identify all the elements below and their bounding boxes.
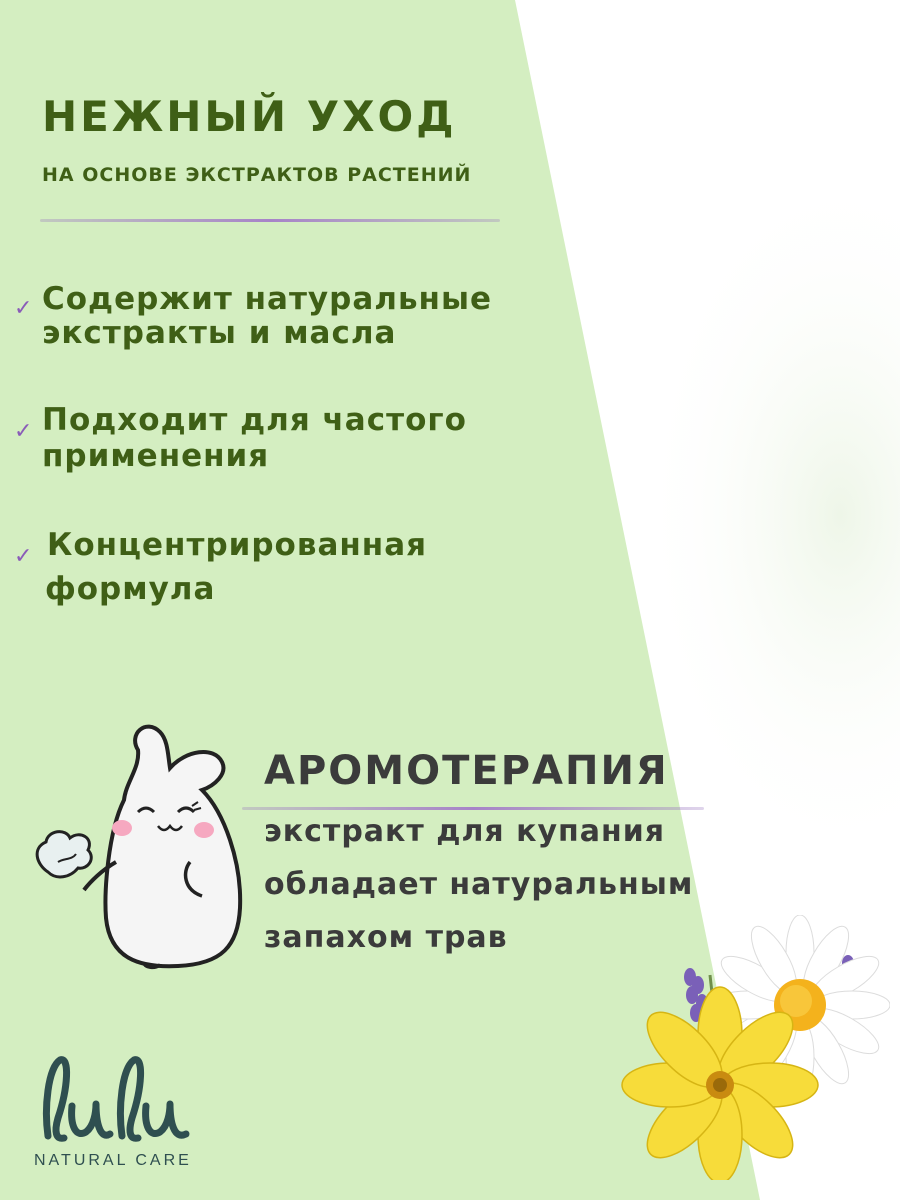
page-title: НЕЖНЫЙ УХОД (42, 92, 457, 141)
feature-line: Подходит для частого (42, 402, 467, 438)
flowers-illustration (620, 915, 890, 1180)
feature-item-frequent (14, 401, 534, 481)
aroma-divider (242, 807, 704, 810)
feature-item-concentrated (14, 526, 534, 616)
page-subtitle: НА ОСНОВЕ ЭКСТРАКТОВ РАСТЕНИЙ (42, 164, 472, 186)
feature-line: экстракты и масла (42, 315, 397, 351)
check-icon: ✓ (14, 544, 33, 569)
lulu-logo (34, 1048, 204, 1148)
aroma-text-line: экстракт для купания (264, 814, 666, 849)
feature-line: формула (45, 571, 216, 607)
heading-divider (40, 219, 500, 222)
bunny-mascot-illustration (18, 712, 258, 982)
check-icon: ✓ (14, 296, 33, 321)
feature-item-natural (14, 280, 534, 360)
aroma-title: АРОМОТЕРАПИЯ (264, 748, 669, 794)
feature-line: Содержит натуральные (42, 281, 493, 317)
feature-line: применения (42, 438, 270, 474)
check-icon: ✓ (14, 419, 33, 444)
brand-tagline: NATURAL CARE (34, 1152, 192, 1169)
aroma-text-line: запахом трав (264, 920, 508, 955)
aroma-text-line: обладает натуральным (264, 867, 694, 902)
feature-line: Концентрированная (47, 527, 428, 563)
